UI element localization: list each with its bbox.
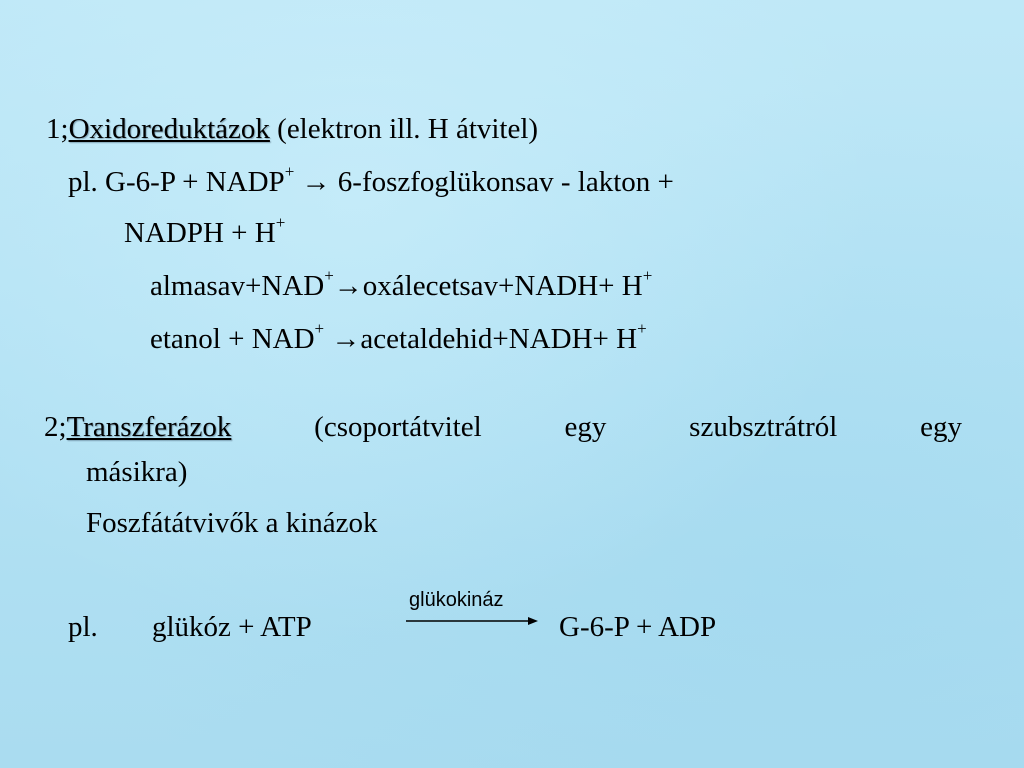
reaction-products-text: G-6-P + ADP (559, 611, 717, 643)
example2-part1: almasav+NAD (150, 270, 325, 302)
example1-line2 (124, 213, 286, 250)
example1-sup2: + (275, 213, 286, 233)
section2-subtitle-text: Foszfátátvivők a kinázok (86, 507, 378, 539)
reaction-prefix-text: pl. (68, 611, 98, 643)
example1-arrow-part: → 6-foszfoglükonsav - lakton + (294, 166, 674, 198)
example1-sup1: + (284, 162, 295, 182)
example3-part2: →acetaldehid+NADH+ H (324, 323, 638, 355)
section1-title: Oxidoreduktázok (68, 113, 270, 145)
section2-heading (44, 410, 962, 444)
section2-desc-word: egy (564, 411, 607, 443)
reaction-prefix (68, 610, 98, 644)
example3-sup1: + (314, 319, 325, 339)
section2-desc-word: (csoportátvitel (314, 411, 482, 443)
section1-heading (46, 112, 538, 146)
section1-description: (elektron ill. H átvitel) (269, 113, 539, 145)
example1-line1 (68, 162, 674, 199)
section2-title-group (44, 410, 231, 444)
reaction-products (559, 610, 716, 644)
example2-sup1: + (324, 266, 334, 286)
example2-sup2: + (642, 266, 653, 286)
example3-sup2: + (637, 319, 647, 339)
example1-prefix: pl. G-6-P + NADP (68, 166, 285, 198)
section2-subtitle (86, 506, 378, 540)
section2-desc-word: szubsztrátról (689, 411, 838, 443)
enzyme-label: glükokináz (409, 589, 504, 611)
reaction-reactants (152, 610, 312, 644)
example1-cont: NADPH + H (124, 217, 276, 249)
section2-desc-word: egy (920, 411, 962, 443)
section2-number: 2; (44, 411, 67, 443)
section2-title: Transzferázok (66, 411, 232, 443)
example3-line (150, 319, 647, 356)
reaction-arrow-icon (404, 614, 538, 628)
reaction-reactants-text: glükóz + ATP (152, 611, 312, 643)
section2-desc-cont (86, 455, 187, 489)
example3-part1: etanol + NAD (150, 323, 315, 355)
example2-line (150, 266, 653, 303)
example2-part2: →oxálecetsav+NADH+ H (333, 270, 643, 302)
section1-number: 1; (46, 113, 69, 145)
reaction-arrow-group (404, 588, 538, 638)
section2-desc-cont-text: másikra) (86, 456, 188, 488)
